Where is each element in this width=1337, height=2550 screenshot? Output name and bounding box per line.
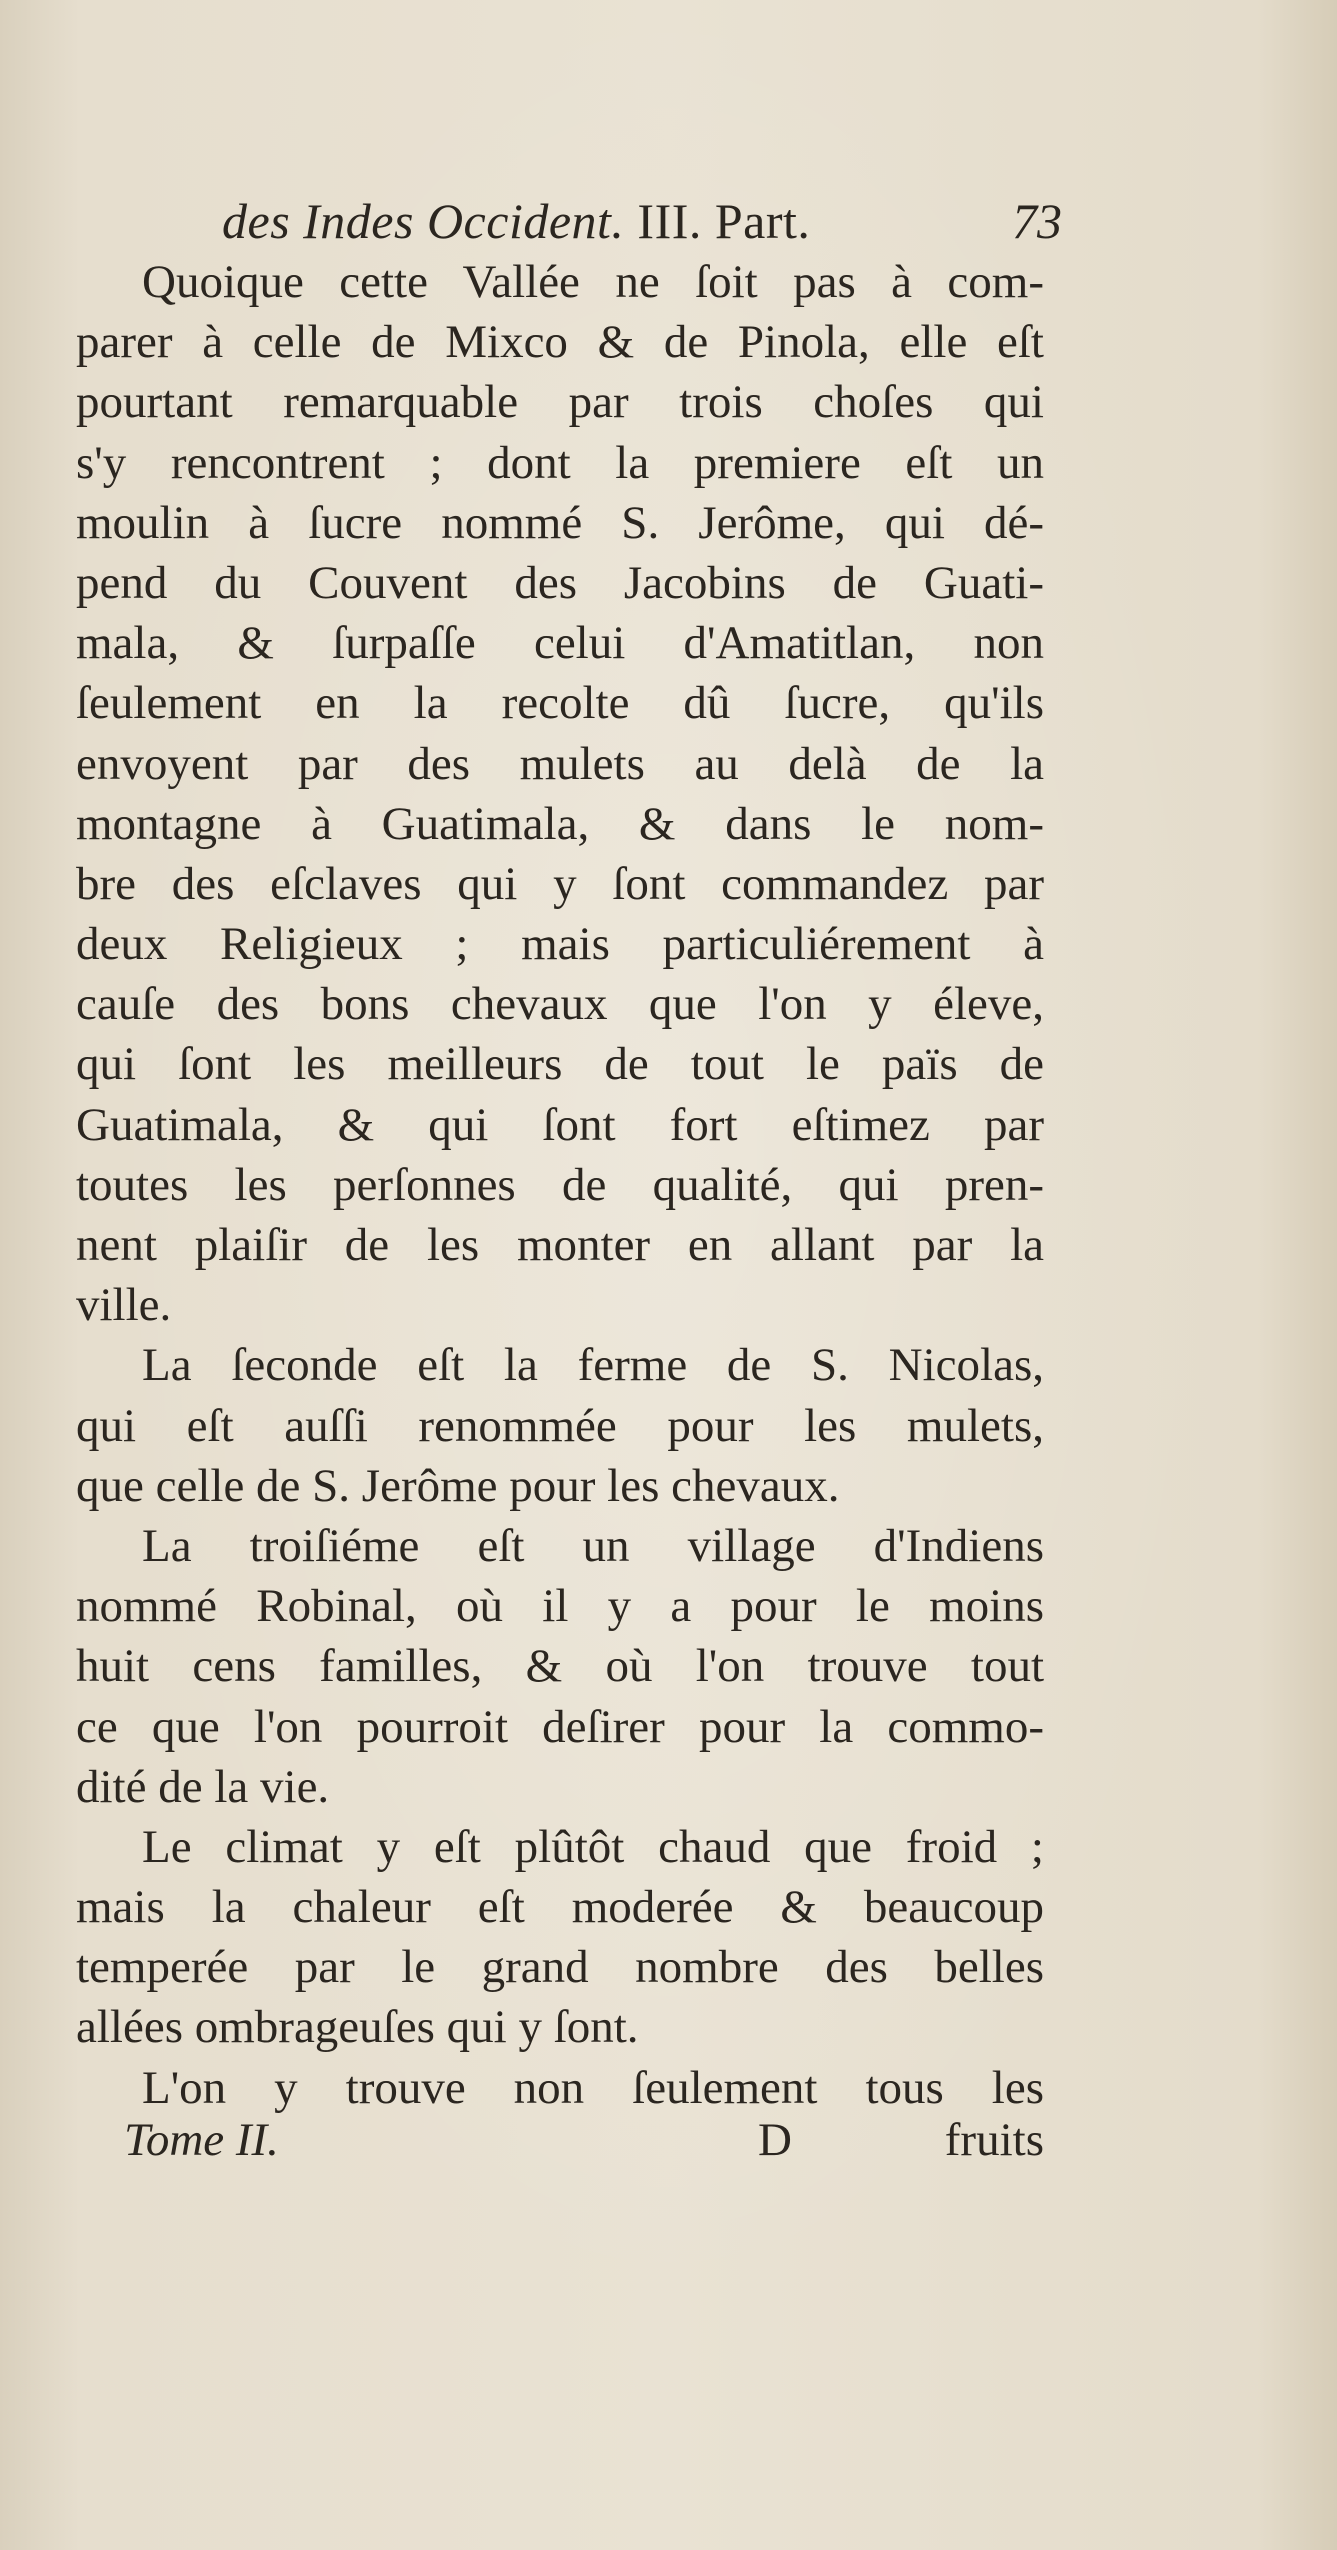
running-head-title	[222, 186, 810, 256]
page-footer	[124, 2107, 1044, 2173]
text-line: toutes les perſonnes de qualité, qui pren-	[76, 1158, 1044, 1211]
text-body	[76, 252, 1044, 2118]
text-line: que celle de S. Jerôme pour les chevaux.	[76, 1459, 840, 1512]
text-line: ville.	[76, 1279, 172, 1332]
running-head-title-text: des Indes Occident.	[222, 193, 625, 249]
text-line: pourtant remarquable par trois choſes qui	[76, 376, 1044, 429]
text-line: bre des eſclaves qui y ſont commandez par	[76, 857, 1044, 910]
text-line: ce que l'on pourroit deſirer pour la commo-	[76, 1700, 1044, 1753]
text-line: pend du Couvent des Jacobins de Guati-	[76, 556, 1044, 609]
text-line: qui eſt auſſi renommée pour les mulets,	[76, 1399, 1044, 1452]
signature-mark: D	[758, 2114, 792, 2166]
text-line: L'on y trouve non ſeulement tous les	[142, 2061, 1044, 2114]
text-line: qui ſont les meilleurs de tout le païs de	[76, 1038, 1044, 1091]
text-line: parer à celle de Mixco & de Pinola, elle eſt	[76, 316, 1044, 369]
text-line: montagne à Guatimala, & dans le nom-	[76, 797, 1044, 850]
text-line: Le climat y eſt plûtôt chaud que froid ;	[142, 1820, 1044, 1873]
running-head-part: III. Part.	[637, 193, 811, 249]
text-line: nent plaiſir de les monter en allant par la	[76, 1219, 1044, 1271]
text-line: dité de la vie.	[76, 1760, 330, 1813]
catchword: fruits	[944, 2114, 1044, 2166]
text-line: temperée par le grand nombre des belles	[76, 1941, 1044, 1994]
text-line: s'y rencontrent ; dont la premiere eſt un	[76, 436, 1044, 489]
text-line: envoyent par des mulets au delà de la	[76, 737, 1044, 790]
text-line: Guatimala, & qui ſont fort eſtimez par	[76, 1098, 1044, 1151]
text-line: cauſe des bons chevaux que l'on y éleve,	[76, 978, 1044, 1031]
text-line: La ſeconde eſt la ferme de S. Nicolas,	[142, 1339, 1044, 1392]
text-line: moulin à ſucre nommé S. Jerôme, qui dé-	[76, 496, 1044, 549]
text-line: huit cens familles, & où l'on trouve tout	[76, 1640, 1044, 1693]
volume-label: Tome II.	[124, 2114, 279, 2166]
page-number: 73	[1012, 193, 1062, 249]
text-line: allées ombrageuſes qui y ſont.	[76, 2001, 639, 2054]
text-line: nommé Robinal, où il y a pour le moins	[76, 1580, 1044, 1633]
text-line: mala, & ſurpaſſe celui d'Amatitlan, non	[76, 617, 1044, 670]
text-line: mais la chaleur eſt moderée & beaucoup	[76, 1881, 1044, 1934]
text-line: Quoique cette Vallée ne ſoit pas à com-	[142, 256, 1044, 308]
text-line: ſeulement en la recolte dû ſucre, qu'ils	[76, 677, 1044, 730]
running-head	[222, 186, 1062, 256]
text-line: La troiſiéme eſt un village d'Indiens	[142, 1519, 1044, 1572]
text-line: deux Religieux ; mais particuliérement à	[76, 918, 1044, 971]
